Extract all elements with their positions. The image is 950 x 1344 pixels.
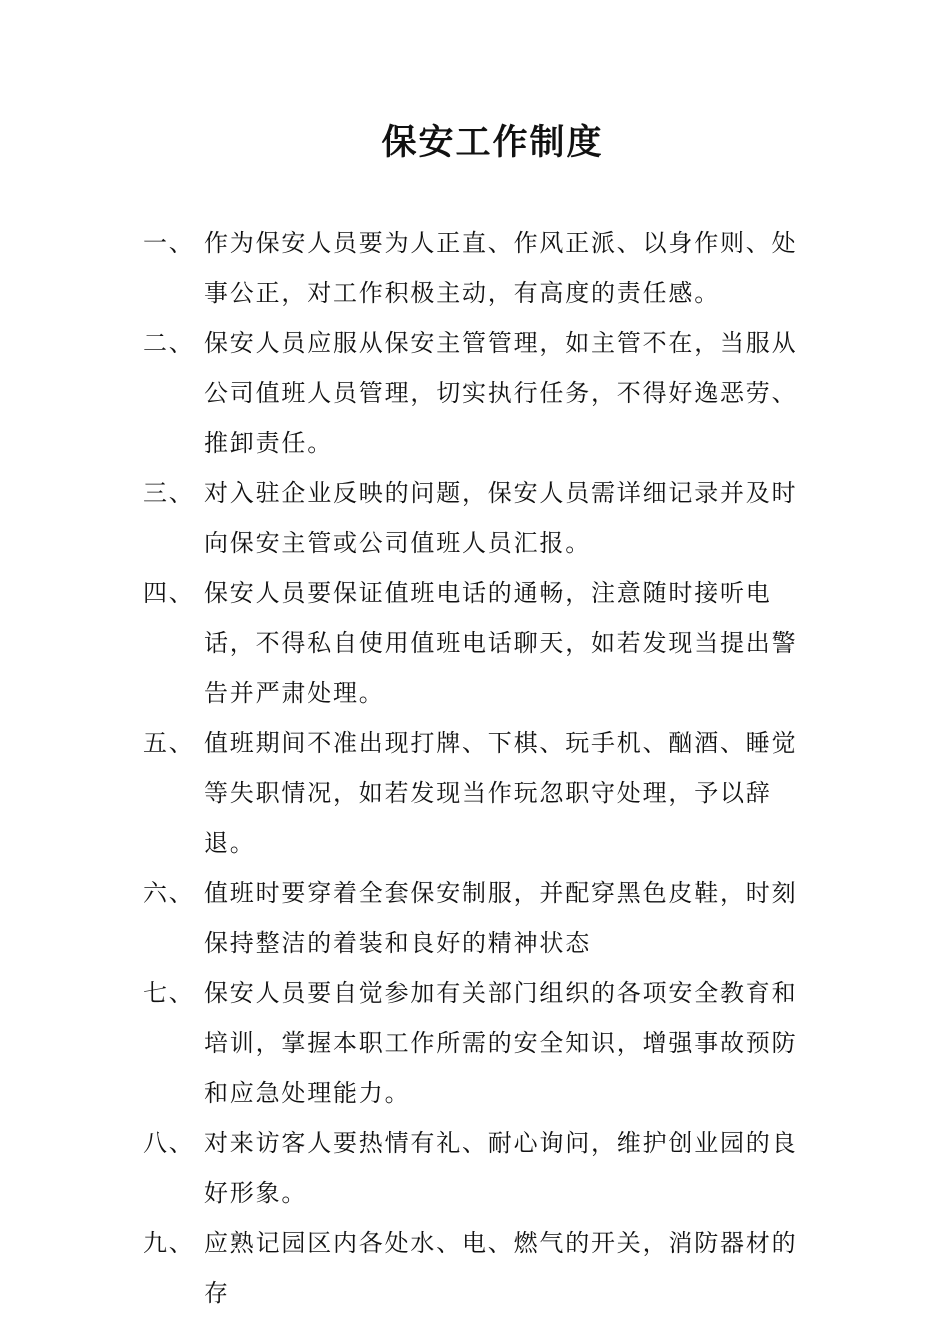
item-number: 二、 xyxy=(143,329,195,357)
regulation-item-5 xyxy=(143,718,815,868)
item-number: 九、 xyxy=(143,1229,195,1257)
item-number: 三、 xyxy=(143,479,195,507)
item-number: 七、 xyxy=(143,979,195,1007)
regulation-item-9 xyxy=(143,1218,815,1318)
regulation-item-6 xyxy=(143,868,815,968)
regulation-item-1 xyxy=(143,218,815,318)
regulation-list xyxy=(143,218,815,1318)
item-text: 作为保安人员要为人正直、作风正派、以身作则、处事公正，对工作积极主动，有高度的责任感。 xyxy=(204,229,798,307)
item-number: 六、 xyxy=(143,879,195,907)
item-text: 保安人员要自觉参加有关部门组织的各项安全教育和培训，掌握本职工作所需的安全知识，增强事故预防和应急处理能力。 xyxy=(204,979,798,1107)
regulation-item-4 xyxy=(143,568,815,718)
regulation-item-3 xyxy=(143,468,815,568)
item-text: 值班时要穿着全套保安制服，并配穿黑色皮鞋，时刻保持整洁的着装和良好的精神状态 xyxy=(204,879,798,957)
item-number: 四、 xyxy=(143,579,195,607)
regulation-item-7 xyxy=(143,968,815,1118)
item-text: 保安人员应服从保安主管管理，如主管不在，当服从公司值班人员管理，切实执行任务，不得好逸恶劳、推卸责任。 xyxy=(204,329,798,457)
item-text: 保安人员要保证值班电话的通畅，注意随时接听电话，不得私自使用值班电话聊天，如若发现当提出警告并严肃处理。 xyxy=(204,579,798,707)
item-text: 值班期间不准出现打牌、下棋、玩手机、酗酒、睡觉等失职情况，如若发现当作玩忽职守处理，予以辞退。 xyxy=(204,729,798,857)
regulation-item-2 xyxy=(143,318,815,468)
item-number: 八、 xyxy=(143,1129,195,1157)
item-number: 一、 xyxy=(143,229,195,257)
item-number: 五、 xyxy=(143,729,195,757)
item-text: 应熟记园区内各处水、电、燃气的开关，消防器材的存 xyxy=(204,1229,798,1307)
document-title: 保安工作制度 xyxy=(381,122,604,163)
item-text: 对来访客人要热情有礼、耐心询问，维护创业园的良好形象。 xyxy=(204,1129,798,1207)
item-text: 对入驻企业反映的问题，保安人员需详细记录并及时向保安主管或公司值班人员汇报。 xyxy=(204,479,798,557)
regulation-item-8 xyxy=(143,1118,815,1218)
